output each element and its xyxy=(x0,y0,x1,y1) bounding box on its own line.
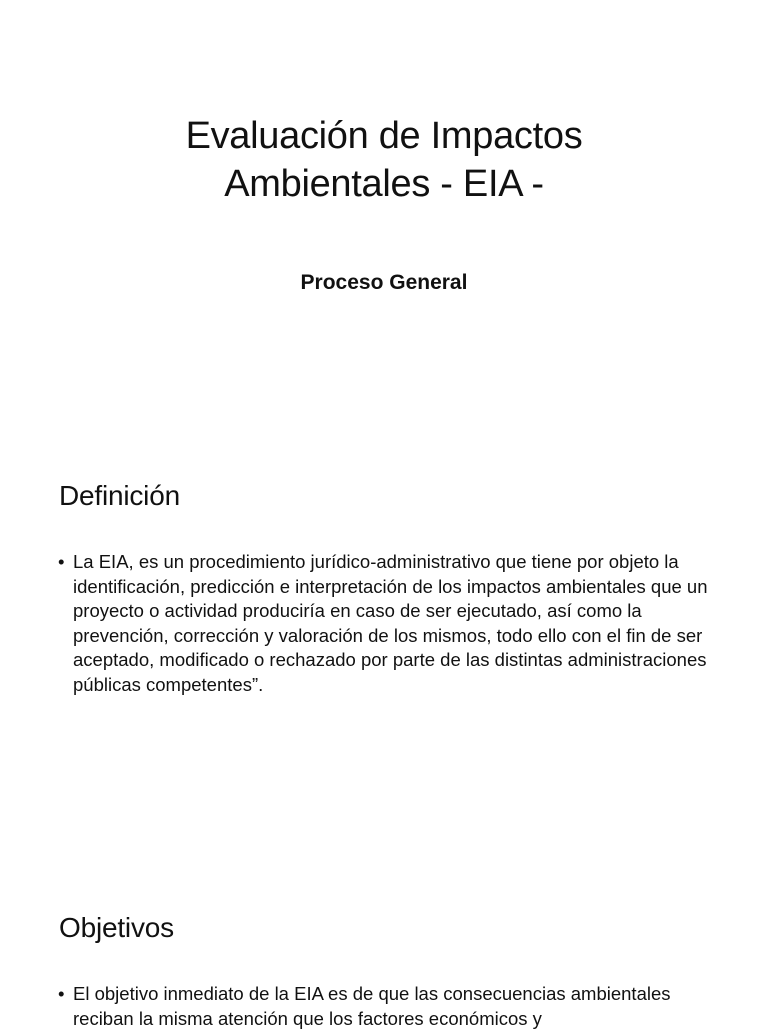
slide-objectives xyxy=(0,864,768,1029)
definition-bullet-text: La EIA, es un procedimiento jurídico-administrativo que tiene por objeto la identificación, predicción e interpretación de los impactos ambientales que un proyecto o actividad produciría en caso de ser ejecutado, así como la prevención, corrección y valoración de los mismos, todo ello con el fin de ser aceptado, modificado o rechazado por parte de las distintas administraciones públicas competentes”. xyxy=(73,551,708,695)
title-line-2: Ambientales - EIA - xyxy=(224,163,544,205)
definition-heading: Definición xyxy=(59,480,180,511)
objectives-heading: Objetivos xyxy=(59,912,174,943)
slide-definition xyxy=(0,432,768,864)
slide-title xyxy=(0,0,768,432)
bullet-icon: • xyxy=(58,551,65,572)
presentation-title xyxy=(0,112,768,208)
objectives-bullet-text: El objetivo inmediato de la EIA es de que las consecuencias ambientales reciban la misma atención que los factores económicos y xyxy=(73,983,671,1029)
definition-bullet-item xyxy=(58,550,718,697)
presentation-subtitle: Proceso General xyxy=(300,271,468,294)
bullet-icon: • xyxy=(58,983,65,1004)
definition-bullet-list xyxy=(58,550,718,697)
title-line-1: Evaluación de Impactos xyxy=(185,115,583,157)
